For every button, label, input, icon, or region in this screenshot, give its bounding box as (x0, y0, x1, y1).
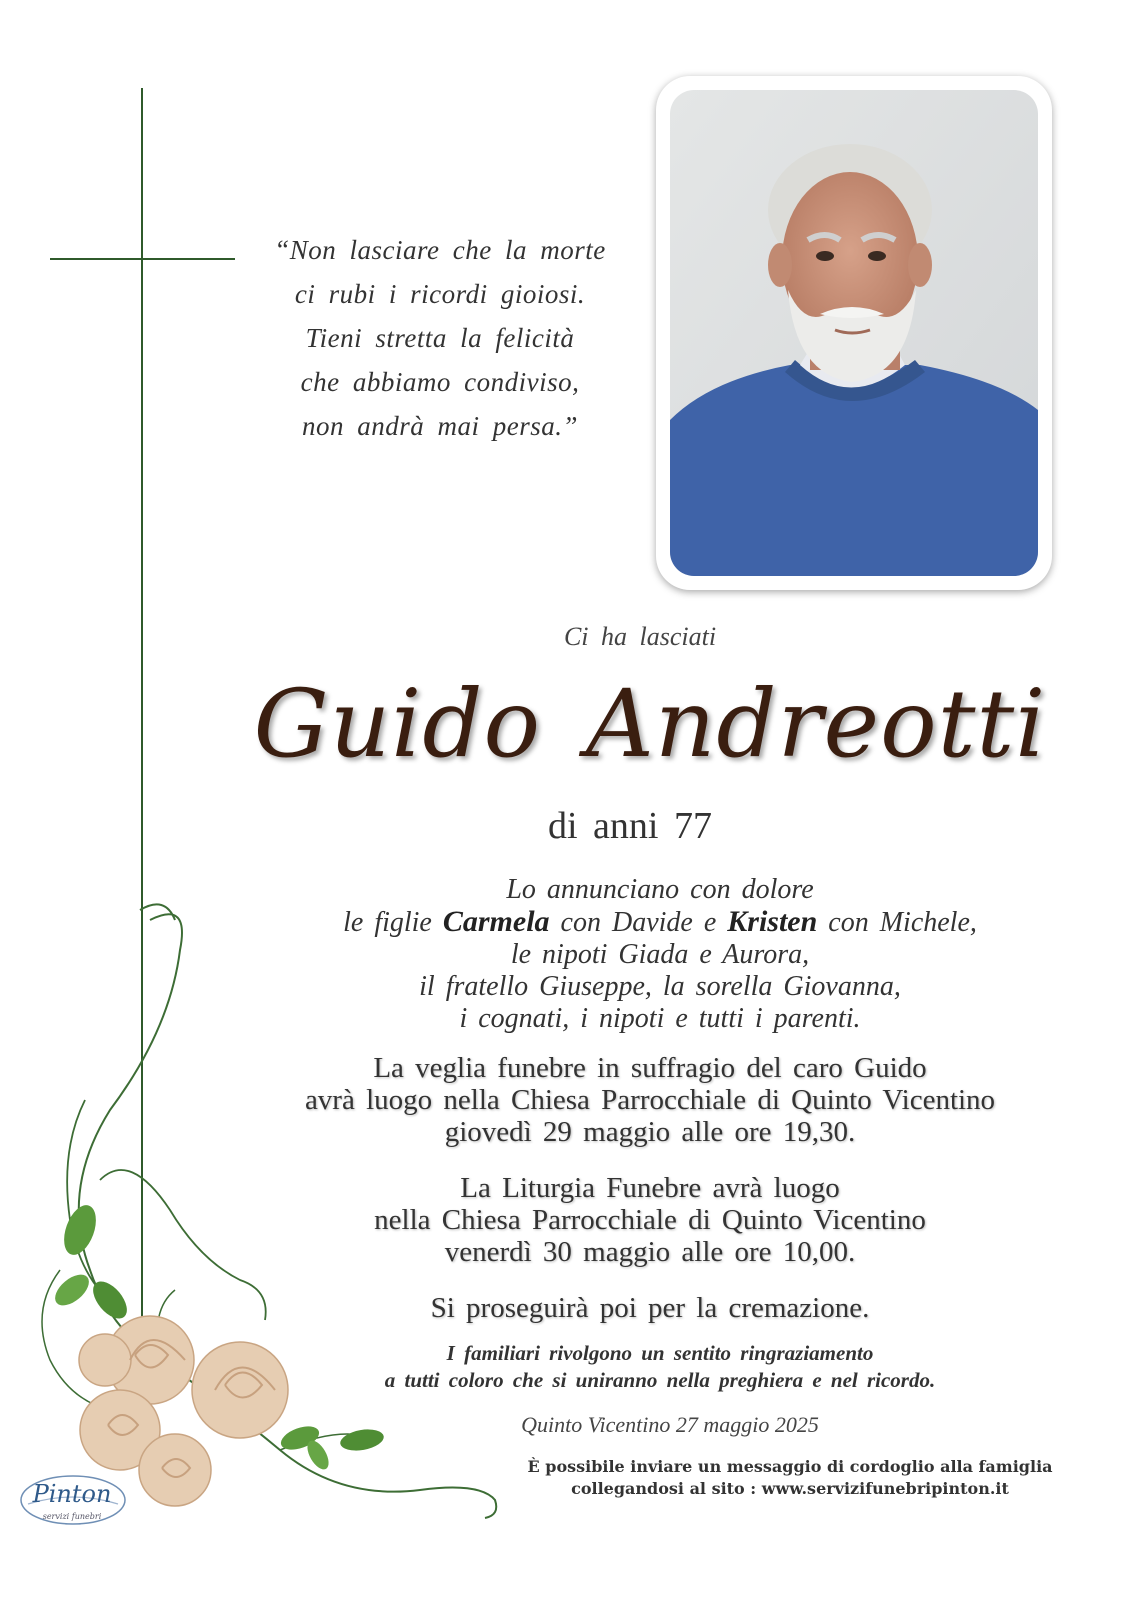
thanks-line: I familiari rivolgono un sentito ringraziamento (446, 1341, 874, 1365)
intro-text: Ci ha lasciati (563, 622, 717, 651)
vigil-line: avrà luogo nella Chiesa Parrocchiale di Quinto Vicentino (304, 1084, 996, 1116)
funeral-line: venerdì 30 maggio alle ore 10,00. (444, 1236, 856, 1268)
daughter-name: Kristen (727, 905, 818, 938)
cremation-note: Si proseguirà poi per la cremazione. (430, 1292, 870, 1324)
quote-line: “Non lasciare che la morte (274, 235, 606, 265)
condolence-info (470, 1456, 1110, 1500)
quote (250, 228, 630, 448)
daughters-mid: con Davide e (560, 907, 717, 938)
daughters-post: con Michele, (828, 907, 977, 938)
announcement-line: il fratello Giuseppe, la sorella Giovanna, (419, 971, 901, 1002)
quote-line: ci rubi i ricordi gioiosi. (294, 279, 586, 309)
funeral-line: nella Chiesa Parrocchiale di Quinto Vicentino (374, 1204, 926, 1236)
quote-line: non andrà mai persa.” (301, 411, 579, 441)
vigil-line: giovedì 29 maggio alle ore 19,30. (444, 1116, 856, 1148)
announcement-line: i cognati, i nipoti e tutti i parenti. (459, 1003, 861, 1034)
cross-horizontal (50, 258, 235, 260)
daughter-name: Carmela (442, 905, 550, 938)
funeral-line: La Liturgia Funebre avrà luogo (460, 1172, 840, 1204)
quote-line: Tieni stretta la felicità (305, 323, 575, 353)
info-line-website: collegandosi al sito : www.servizifunebripinton.it (571, 1479, 1009, 1498)
daughters-pre: le figlie (343, 907, 432, 938)
quote-line: che abbiamo condiviso, (300, 367, 580, 397)
logo-name: Pinton (32, 1480, 112, 1508)
vigil-line: La veglia funebre in suffragio del caro Guido (373, 1052, 927, 1084)
announcement-line: Lo annunciano con dolore (506, 874, 814, 905)
info-line: È possibile inviare un messaggio di cordoglio alla famiglia (527, 1457, 1053, 1476)
deceased-name: Guido Andreotti (253, 670, 1047, 779)
logo-subtitle: servizi funebri (42, 1512, 102, 1521)
dateline: Quinto Vicentino 27 maggio 2025 (521, 1412, 819, 1437)
thanks-line: a tutti coloro che si uniranno nella preghiera e nel ricordo. (384, 1368, 936, 1392)
portrait-photo (670, 90, 1038, 576)
rose-decoration (0, 890, 520, 1534)
announcement-line: le nipoti Giada e Aurora, (510, 939, 810, 970)
deceased-age: di anni 77 (548, 805, 712, 847)
